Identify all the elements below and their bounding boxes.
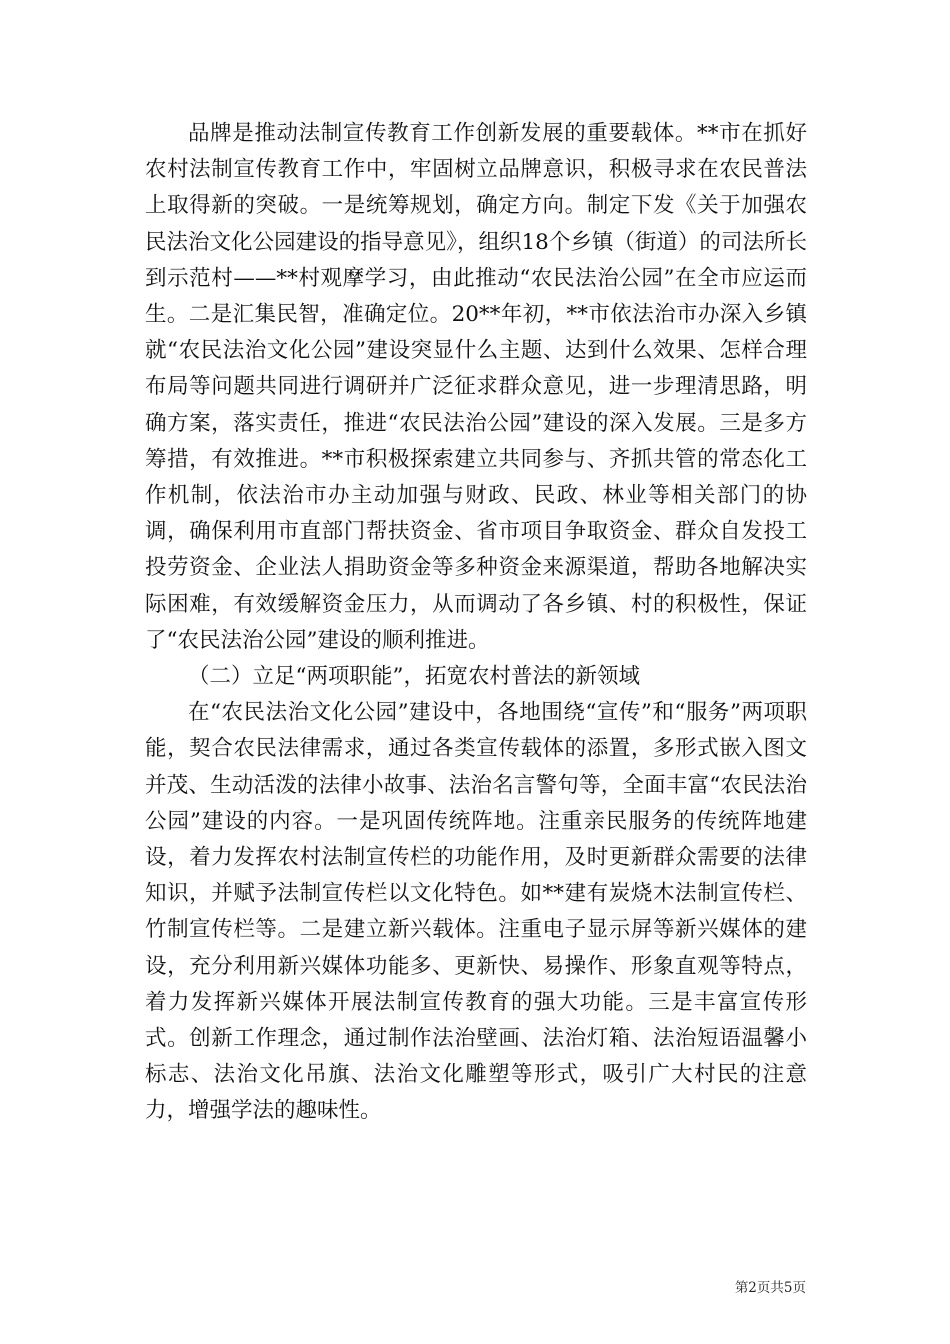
document-body xyxy=(145,116,807,1130)
paragraph-publicity-service: 在“农民法治文化公园”建设中，各地围绕“宣传”和“服务”两项职能，契合农民法律需求，通过各类宣传载体的添置，多形式嵌入图文并茂、生动活泼的法律小故事、法治名言警句等，全面丰富“农民法治公园”建设的内容。一是巩固传统阵地。注重亲民服务的传统阵地建设，着力发挥农村法制宣传栏的功能作用，及时更新群众需要的法律知识，并赋予法制宣传栏以文化特色。如**建有炭烧木法制宣传栏、竹制宣传栏等。二是建立新兴载体。注重电子显示屏等新兴媒体的建设，充分利用新兴媒体功能多、更新快、易操作、形象直观等特点，着力发挥新兴媒体开展法制宣传教育的强大功能。三是丰富宣传形式。创新工作理念，通过制作法治壁画、法治灯箱、法治短语温馨小标志、法治文化吊旗、法治文化雕塑等形式，吸引广大村民的注意力，增强学法的趣味性。 xyxy=(145,700,807,1124)
paragraph-brand-building: 品牌是推动法制宣传教育工作创新发展的重要载体。**市在抓好农村法制宣传教育工作中，牢固树立品牌意识，积极寻求在农民普法上取得新的突破。一是统筹规划，确定方向。制定下发《关于加强农民法治文化公园建设的指导意见》，组织18个乡镇（街道）的司法所长到示范村——**村观摩学习，由此推动“农民法治公园”在全市应运而生。二是汇集民智，准确定位。20**年初，**市依法治市办深入乡镇就“农民法治文化公园”建设突显什么主题、达到什么效果、怎样合理布局等问题共同进行调研并广泛征求群众意见，进一步理清思路，明确方案，落实责任，推进“农民法治公园”建设的深入发展。三是多方筹措，有效推进。**市积极探索建立共同参与、齐抓共管的常态化工作机制，依法治市办主动加强与财政、民政、林业等相关部门的协调，确保利用市直部门帮扶资金、省市项目争取资金、群众自发投工投劳资金、企业法人捐助资金等多种资金来源渠道，帮助各地解决实际困难，有效缓解资金压力，从而调动了各乡镇、村的积极性，保证了“农民法治公园”建设的顺利推进。 xyxy=(145,121,807,653)
page-number: 第2页共5页 xyxy=(734,1280,806,1296)
section-heading-two-functions: （二）立足“两项职能”，拓宽农村普法的新领域 xyxy=(188,664,640,690)
